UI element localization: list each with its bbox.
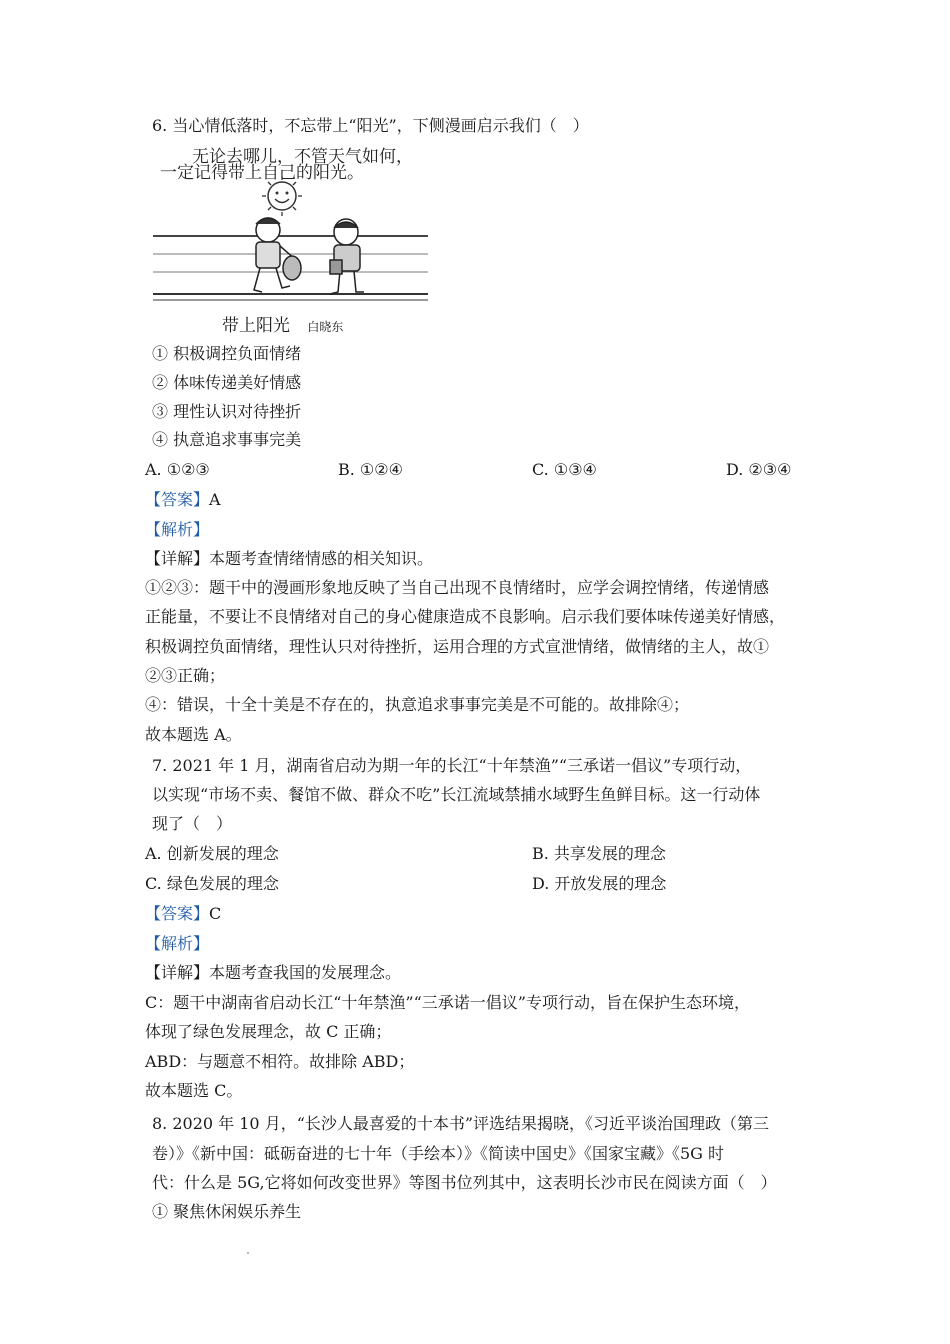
q8-item-1: ① 聚焦休闲娱乐养生 — [152, 1202, 302, 1221]
q8-stem-3: 代：什么是 5G,它将如何改变世界》等图书位列其中，这表明长沙市民在阅读方面（ ） — [152, 1173, 777, 1192]
q6-analysis-label: 【解析】 — [145, 520, 210, 539]
q6-line-3: 积极调控负面情绪，理性认只对待挫折，运用合理的方式宣泄情绪，做情绪的主人，故① — [145, 637, 770, 656]
answer-value: C — [209, 904, 222, 923]
q6-line-4: ②③正确； — [145, 666, 226, 685]
q7-detail — [145, 962, 401, 984]
q7-analysis-label: 【解析】 — [145, 934, 210, 953]
q7-stem-2: 以实现“市场不卖、餐馆不做、群众不吃”长江流域禁捕水域野生鱼鲜目标。这一行动体 — [152, 785, 761, 804]
q6-line-2: 正能量，不要让不良情绪对自己的身心健康造成不良影响。启示我们要体味传递美好情感， — [145, 607, 786, 626]
q6-item-4: ④ 执意追求事事完美 — [152, 430, 302, 449]
q6-stem: 6. 当心情低落时，不忘带上“阳光”，下侧漫画启示我们（ ） — [152, 116, 589, 135]
page-speck — [247, 1252, 249, 1254]
q6-item-1: ① 积极调控负面情绪 — [152, 344, 302, 363]
q7-line-4: 故本题选 C。 — [145, 1081, 243, 1100]
q6-answer — [145, 489, 221, 511]
q6-item-3: ③ 理性认识对待挫折 — [152, 402, 302, 421]
q7-stem-3: 现了（ ） — [152, 814, 233, 833]
answer-value: A — [209, 490, 221, 509]
q7-answer — [145, 903, 221, 925]
q6-line-5: ④：错误，十全十美是不存在的，执意追求事事完美是不可能的。故排除④； — [145, 695, 690, 714]
q8-stem-1: 8. 2020 年 10 月，“长沙人最喜爱的十本书”评选结果揭晓，《习近平谈治国理政（第三 — [152, 1114, 770, 1133]
cartoon-drawing — [150, 142, 432, 310]
detail-label: 【详解】 — [145, 963, 210, 982]
q6-line-1: ①②③：题干中的漫画形象地反映了当自己出现不良情绪时，应学会调控情绪，传递情感 — [145, 578, 770, 597]
cartoon-caption — [222, 315, 343, 338]
cartoon-title: 带上阳光 — [222, 316, 290, 336]
q6-option-d: D. ②③④ — [726, 460, 792, 479]
cartoon-author: 白晓东 — [307, 320, 344, 334]
q6-line-6: 故本题选 A。 — [145, 725, 242, 744]
q7-option-a: A. 创新发展的理念 — [145, 844, 279, 863]
answer-label: 【答案】 — [145, 490, 210, 509]
q7-option-b: B. 共享发展的理念 — [532, 844, 666, 863]
q8-stem-2: 卷）》《新中国：砥砺奋进的七十年（手绘本）》《简读中国史》《国家宝藏》《5G 时 — [152, 1144, 725, 1163]
cartoon-text-2: 一定记得带上自己的阳光。 — [160, 163, 364, 183]
q6-option-c: C. ①③④ — [532, 460, 597, 479]
q7-option-c: C. 绿色发展的理念 — [145, 874, 279, 893]
q6-detail — [145, 548, 433, 570]
answer-label: 【答案】 — [145, 904, 210, 923]
q6-option-a: A. ①②③ — [145, 460, 210, 479]
detail-label: 【详解】 — [145, 549, 210, 568]
detail-text: 本题考查我国的发展理念。 — [209, 963, 402, 982]
q7-stem-1: 7. 2021 年 1 月，湖南省启动为期一年的长江“十年禁渔”“三承诺一倡议”专项行动， — [152, 756, 752, 775]
cartoon-text-1: 无论去哪儿，不管天气如何， — [192, 147, 413, 167]
q7-line-3: ABD：与题意不相符。故排除 ABD； — [145, 1052, 415, 1071]
q7-line-2: 体现了绿色发展理念，故 C 正确； — [145, 1022, 392, 1041]
q7-line-1: C：题干中湖南省启动长江“十年禁渔”“三承诺一倡议”专项行动，旨在保护生态环境， — [145, 993, 750, 1012]
q7-option-d: D. 开放发展的理念 — [532, 874, 667, 893]
q6-option-b: B. ①②④ — [338, 460, 403, 479]
q6-item-2: ② 体味传递美好情感 — [152, 373, 302, 392]
cartoon-image — [150, 142, 432, 310]
detail-text: 本题考查情绪情感的相关知识。 — [209, 549, 434, 568]
